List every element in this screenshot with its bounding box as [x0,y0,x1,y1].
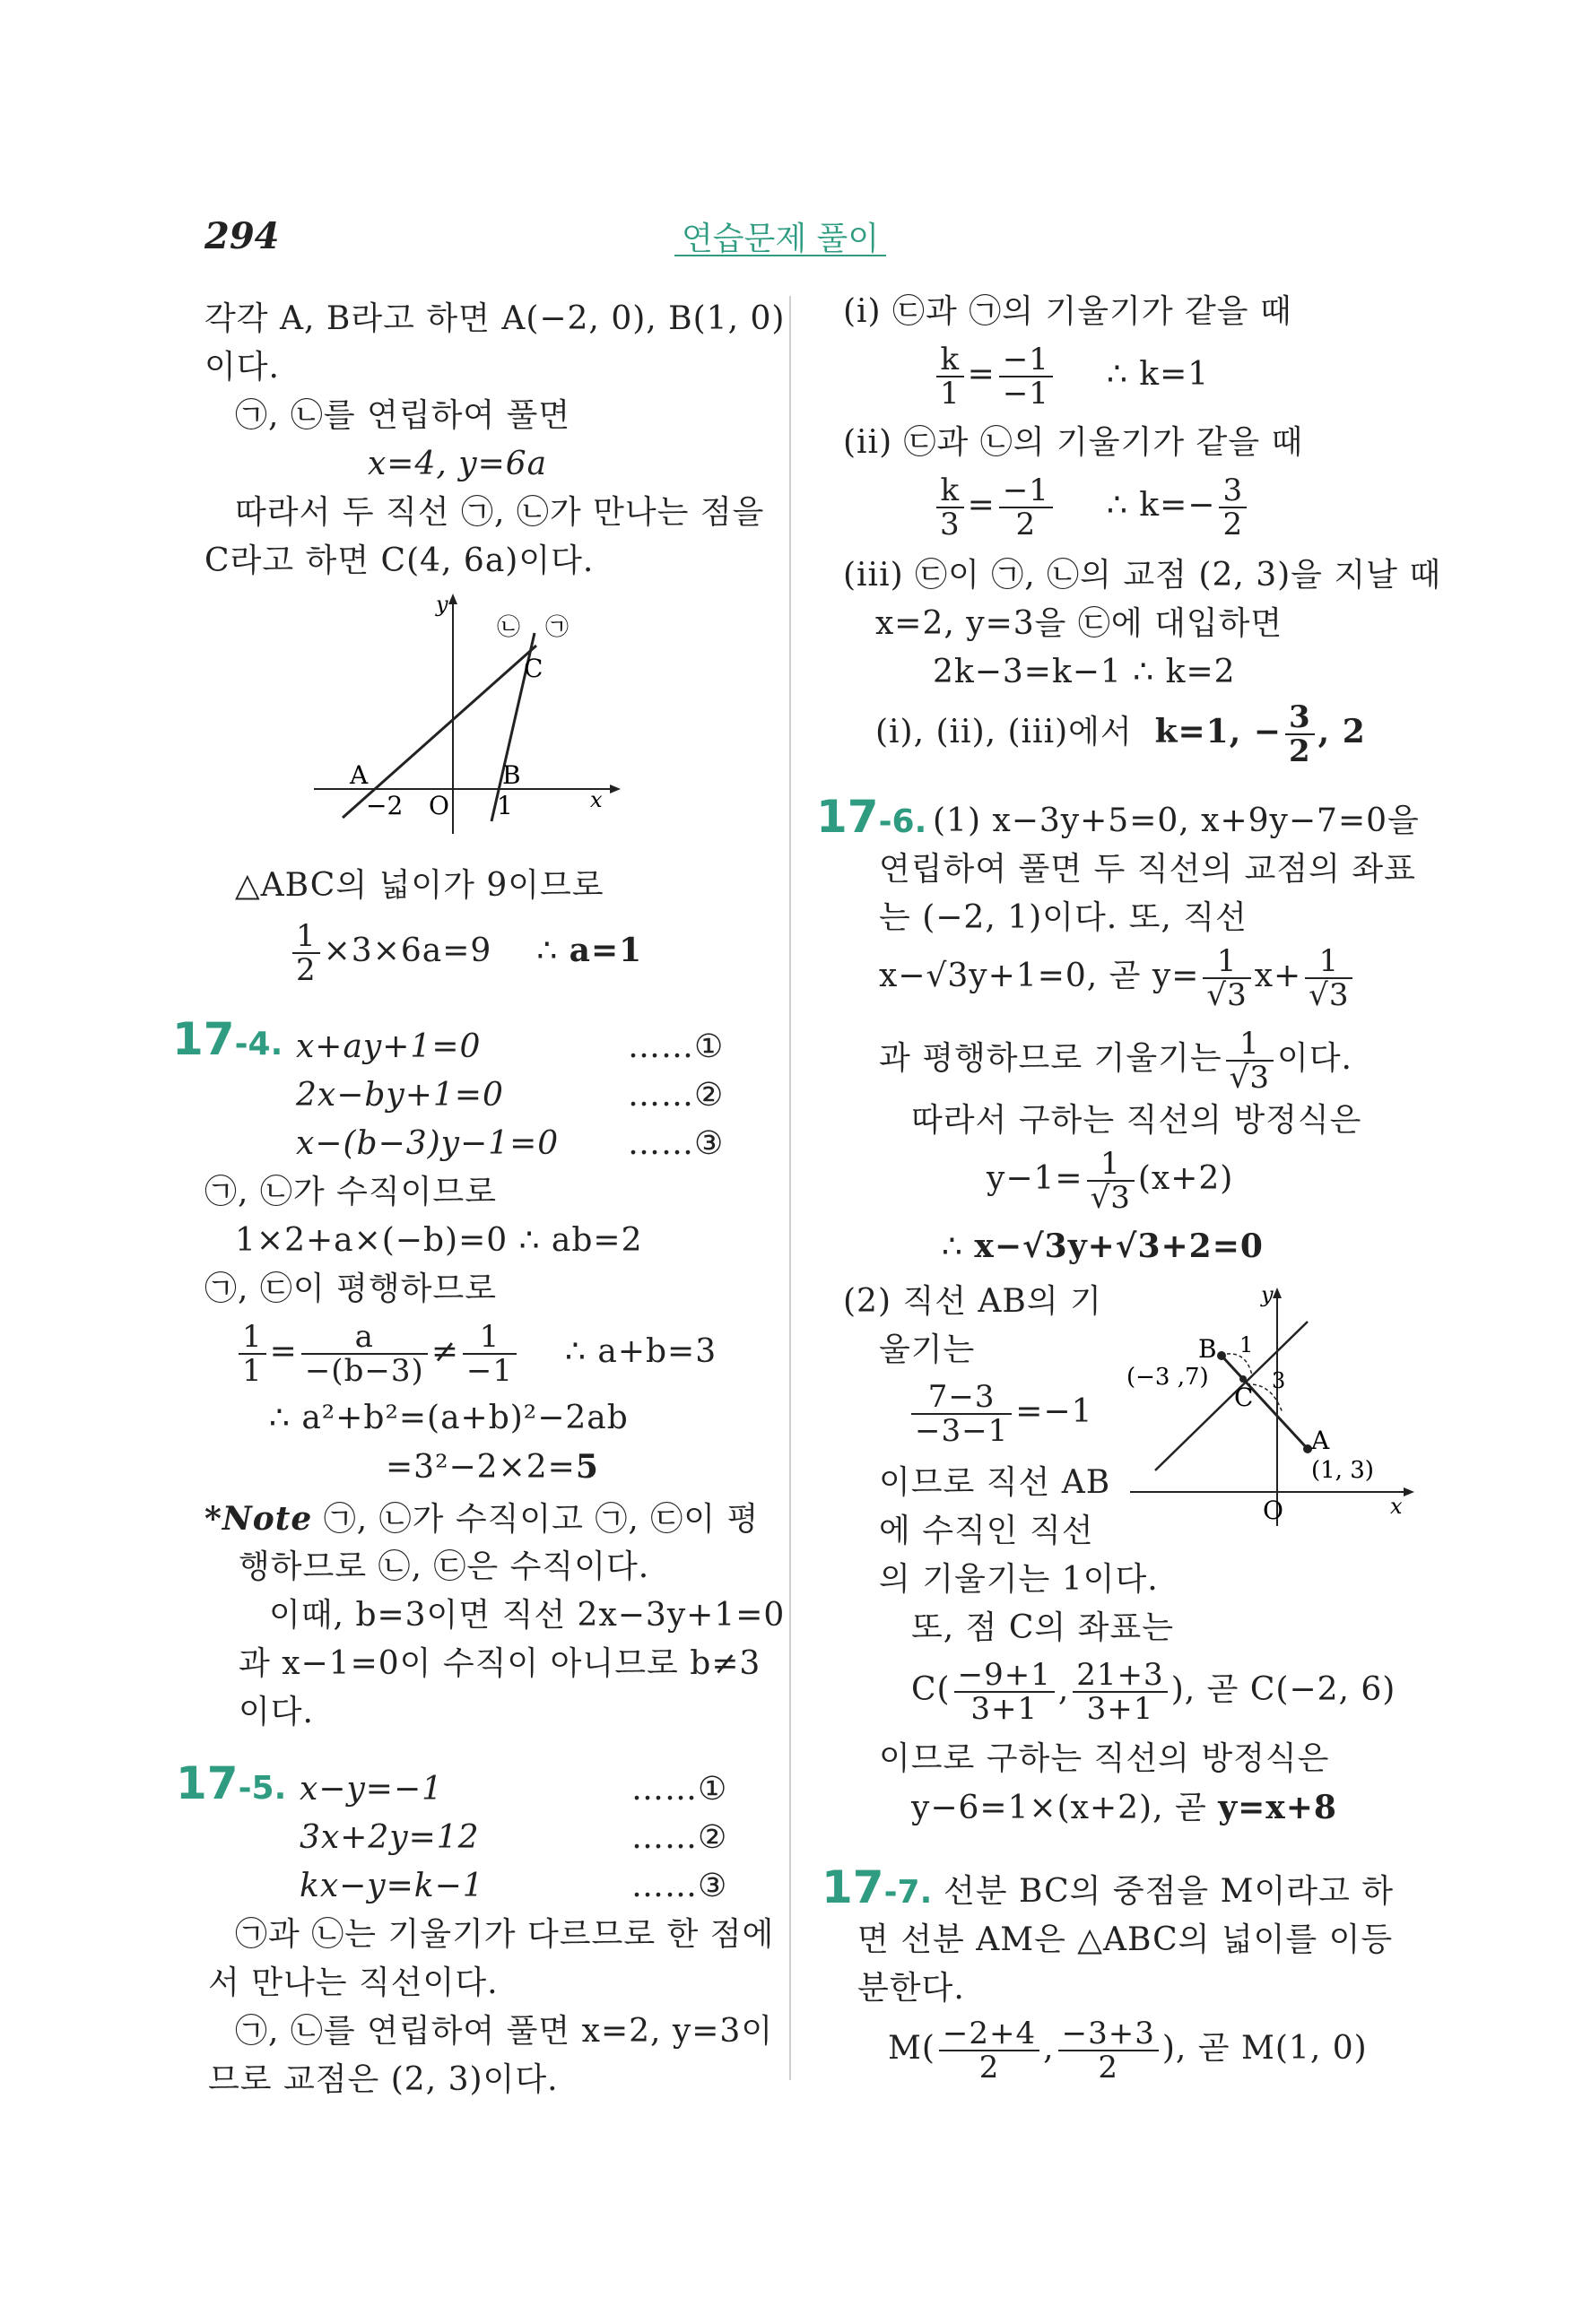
fig2-label-y: y [1261,1282,1274,1307]
equation-1: x+ay+1=0 [296,1028,482,1065]
fraction: $\frac{k}{1}$ [936,343,964,410]
answer-line: y−6=1×(x+2), 곧 y=x+8 [911,1789,1337,1826]
text-line: ∴ a²+b²=(a+b)²−2ab [269,1400,629,1436]
answer-line: ∴ x−√3y+√3+2=0 [942,1227,1264,1265]
fraction: $\frac{a}{-(b-3)}$ [301,1321,428,1387]
equation-2: 2x−by+1=0 [296,1077,504,1114]
figure-triangle-abc [305,592,628,843]
problem-number-17-7: 17-7. [822,1861,933,1913]
fraction: $\frac{1}{-1}$ [463,1321,517,1387]
fig1-label-origin: O [429,791,449,820]
text-line: ㉠과 ㉡는 기울기가 다르므로 한 점에 [235,1916,775,1953]
perpendicular-line [1155,1322,1308,1470]
fig1-label-circle2: ㉡ [497,614,521,641]
problem-number-17-6: 17-6. [816,791,927,843]
text-line: 이므로 구하는 직선의 방정식은 [879,1740,1330,1777]
fig2-label-one: 1 [1239,1332,1254,1357]
math-line: x−√3y+1=0, 곧 y= $\frac{1}{√3}$ x+ $\frac{1}{√3}$ [879,938,1356,1015]
text-line: 는 (−2, 1)이다. 또, 직선 [879,899,1248,936]
equation-tag: ……① [628,1028,725,1065]
fig1-label-circle1: ㉠ [545,614,570,641]
text-line: 1×2+a×(−b)=0 ∴ ab=2 [235,1222,643,1259]
fig2-label-three: 3 [1272,1368,1286,1393]
text-line: (i) ㉢과 ㉠의 기울기가 같을 때 [843,293,1292,330]
fraction: $\frac{-9+1}{3+1}$ [954,1659,1055,1725]
text-line: 에 수직인 직선 [879,1513,1094,1549]
text-line: (1) x−3y+5=0, x+9y−7=0을 [933,802,1420,839]
fig2-label-a-coord: (1, 3) [1311,1457,1374,1484]
math-line: M( $\frac{-2+4}{2}$ , $\frac{-3+3}{2}$ ), 곧 M(1, 0) [888,2016,1368,2086]
fraction: $\frac{7-3}{-3-1}$ [911,1381,1012,1447]
text-line: 각각 A, B라고 하면 A(−2, 0), B(1, 0) [204,300,786,337]
fig1-label-y: y [436,592,448,617]
fraction: $\frac{-2+4}{2}$ [939,2017,1039,2084]
problem-number-17-4: 17-4. [172,1013,283,1065]
fig1-label-a: A [350,760,369,790]
text-line: 연립하여 풀면 두 직선의 교점의 좌표 [879,851,1416,888]
equation-2: 3x+2y=12 [300,1819,480,1856]
fraction: $\frac{3}{2}$ [1219,474,1247,541]
fig1-label-x: x [590,787,603,812]
fig1-label-c: C [524,654,544,683]
text-line: =3²−2×2=5 [386,1448,599,1486]
text-line: ㉠, ㉡를 연립하여 풀면 [235,397,571,434]
text-line: 서 만나는 직선이다. [208,1964,499,2001]
text-line: 므로 교점은 (2, 3)이다. [208,2061,559,2098]
equation-tag: ……③ [628,1125,725,1162]
equation-3: kx−y=k−1 [300,1868,484,1904]
text-line: 선분 BC의 중점을 M이라고 하 [944,1873,1395,1910]
fraction: $\frac{1}{√3}$ [1087,1148,1135,1214]
point-b [1217,1351,1226,1360]
fig2-label-c: C [1234,1383,1254,1412]
text-line: ㉠, ㉢이 평행하므로 [204,1270,497,1307]
equation-3: x−(b−3)y−1=0 [296,1125,560,1162]
note-line: 이때, b=3이면 직선 2x−3y+1=0 [269,1597,786,1634]
fraction: $\frac{1}{√3}$ [1203,945,1250,1011]
text-line: (iii) ㉢이 ㉠, ㉡의 교점 (2, 3)을 지날 때 [843,557,1442,594]
text-line: 면 선분 AM은 △ABC의 넓이를 이등 [857,1921,1394,1958]
fraction: $\frac{-1}{2}$ [999,474,1053,541]
note-line: 과 x−1=0이 수직이 아니므로 b≠3 [239,1645,761,1682]
answer-line: (i), (ii), (iii)에서 k=1, − $\frac{3}{2}$ , 2 [875,699,1366,769]
fig2-label-x: x [1390,1494,1403,1519]
fig2-label-origin: O [1263,1496,1283,1525]
text-line: (ii) ㉢과 ㉡의 기울기가 같을 때 [843,424,1304,461]
page-header-title: 연습문제 풀이 [682,221,880,257]
fig1-label-one: 1 [497,791,513,820]
text-line: x=4, y=6a [368,446,548,482]
fraction: $\frac{3}{2}$ [1285,701,1315,767]
fraction: $\frac{k}{3}$ [936,474,964,541]
fraction: $\frac{1}{1}$ [239,1321,266,1387]
fig2-label-a: A [1311,1426,1330,1455]
header-underline [674,255,886,256]
text-line: 울기는 [879,1331,976,1368]
text-line: △ABC의 넓이가 9이므로 [235,867,604,904]
fraction: $\frac{1}{√3}$ [1226,1028,1274,1094]
column-divider [789,296,791,2080]
note-line: 이다. [239,1694,314,1730]
fig1-label-minus2: −2 [366,791,404,820]
fraction: $\frac{-1}{-1}$ [999,343,1053,410]
math-line: y−1= $\frac{1}{√3}$ (x+2) [987,1146,1234,1216]
text-line: (2) 직선 AB의 기 [843,1283,1102,1320]
equation-1: x−y=−1 [300,1771,444,1808]
text-line: 따라서 두 직선 ㉠, ㉡가 만나는 점을 [235,494,765,531]
point-c [1239,1375,1247,1383]
math-line: 과 평행하므로 기울기는 $\frac{1}{√3}$ 이다. [879,1026,1352,1096]
text-line: 분한다. [857,1970,965,2007]
fraction: $\frac{1}{2}$ [292,920,320,986]
equation-tag: ……① [631,1771,728,1808]
math-line: $\frac{7-3}{-3-1}$ =−1 [908,1374,1092,1451]
math-line: $\frac{k}{1}$ = $\frac{-1}{-1}$ ∴ k=1 [933,337,1209,412]
problem-number-17-5: 17-5. [176,1757,287,1809]
page-number: 294 [204,215,280,257]
fraction: $\frac{1}{√3}$ [1305,945,1352,1011]
equation-tag: ……③ [631,1868,728,1904]
fig2-label-b-coord: (−3 ,7) [1126,1364,1209,1391]
text-line: x=2, y=3을 ㉢에 대입하면 [875,605,1283,642]
equation-tag: ……② [631,1819,728,1856]
fig1-label-b: B [502,760,521,790]
math-line: $\frac{k}{3}$ = $\frac{-1}{2}$ ∴ k=− $\frac{3}{2}$ [933,468,1250,543]
fraction: $\frac{-3+3}{2}$ [1058,2017,1159,2084]
text-line: 이다. [204,349,280,386]
ratio-equation: $\frac{1}{1}$ = $\frac{a}{-(b-3)}$ ≠ $\frac{1}{-1}$ ∴ a+b=3 [235,1314,717,1390]
note-line: 행하므로 ㉡, ㉢은 수직이다. [239,1548,650,1585]
text-line: ㉠, ㉡를 연립하여 풀면 x=2, y=3이 [235,2013,774,2050]
text-line: 이므로 직선 AB [879,1464,1111,1501]
text-line: C라고 하면 C(4, 6a)이다. [204,542,595,579]
figure-segment-ab [1112,1282,1417,1533]
area-equation: $\frac{1}{2}$ ×3×6a=9 ∴ a=1 [289,915,642,987]
equation-tag: ……② [628,1077,725,1114]
text-line: 또, 점 C의 좌표는 [911,1609,1174,1646]
text-line: 의 기울기는 1이다. [879,1561,1159,1598]
note-line: *Note ㉠, ㉡가 수직이고 ㉠, ㉢이 평 [204,1500,760,1538]
fig2-label-b: B [1198,1334,1217,1364]
math-line: C( $\frac{-9+1}{3+1}$ , $\frac{21+3}{3+1}$ ), 곧 C(−2, 6) [911,1657,1396,1727]
fraction: $\frac{21+3}{3+1}$ [1073,1659,1167,1725]
text-line: 2k−3=k−1 ∴ k=2 [933,654,1236,690]
text-line: 따라서 구하는 직선의 방정식은 [911,1102,1362,1139]
text-line: ㉠, ㉡가 수직이므로 [204,1174,497,1210]
